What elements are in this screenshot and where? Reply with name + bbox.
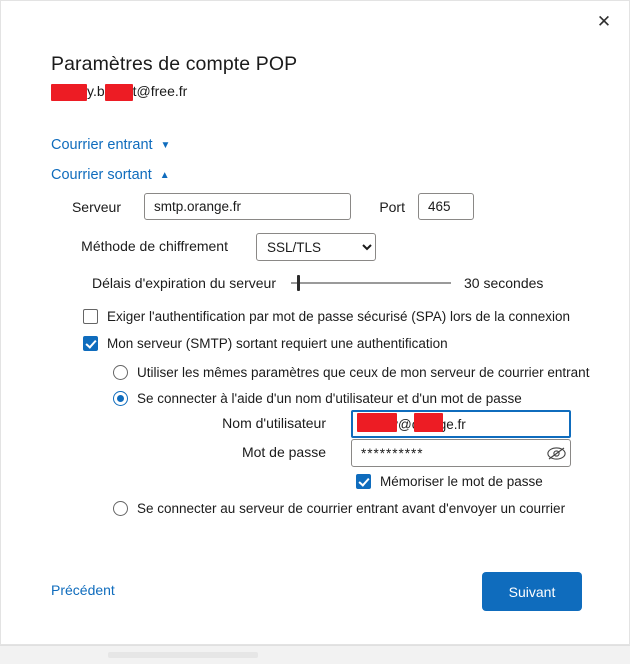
next-button[interactable]: Suivant xyxy=(482,572,582,611)
window-bottom-strip xyxy=(0,645,630,664)
server-timeout-label: Délais d'expiration du serveur xyxy=(92,275,276,291)
spa-label: Exiger l'authentification par mot de passe sécurisé (SPA) lors de la connexion xyxy=(107,309,571,324)
account-email xyxy=(51,83,187,101)
server-timeout-slider-thumb[interactable] xyxy=(297,275,300,291)
spa-checkbox[interactable] xyxy=(83,309,98,324)
back-link[interactable]: Précédent xyxy=(51,582,115,598)
smtp-auth-label: Mon serveur (SMTP) sortant requiert une authentification xyxy=(107,336,448,351)
port-label: Port xyxy=(379,199,405,215)
server-timeout-value: 30 secondes xyxy=(464,275,544,291)
redaction-block xyxy=(105,84,133,101)
username-label: Nom d'utilisateur xyxy=(222,415,326,431)
account-email-part1: y.b xyxy=(87,83,105,99)
remember-password-label: Mémoriser le mot de passe xyxy=(380,474,543,489)
encryption-method-label: Méthode de chiffrement xyxy=(81,238,228,254)
password-input[interactable] xyxy=(351,439,571,467)
bottom-placeholder xyxy=(108,652,258,658)
username-input[interactable] xyxy=(351,410,571,438)
radio-credentials-label: Se connecter à l'aide d'un nom d'utilisateur et d'un mot de passe xyxy=(137,391,522,406)
radio-credentials[interactable] xyxy=(113,391,128,406)
server-label: Serveur xyxy=(71,199,121,215)
account-email-part2: t@free.fr xyxy=(132,83,188,99)
chevron-up-icon: ▲ xyxy=(159,170,170,181)
encryption-method-select[interactable] xyxy=(256,233,376,261)
radio-pop-before-smtp-row[interactable] xyxy=(113,500,565,517)
section-incoming-label: Courrier entrant xyxy=(51,137,153,153)
radio-pop-before-smtp-label: Se connecter au serveur de courrier entrant avant d'envoyer un courrier xyxy=(137,501,566,516)
smtp-auth-checkbox-row[interactable] xyxy=(83,335,448,352)
chevron-down-icon: ▼ xyxy=(160,140,171,151)
remember-password-checkbox[interactable] xyxy=(356,474,371,489)
password-label: Mot de passe xyxy=(241,444,326,460)
spa-checkbox-row[interactable] xyxy=(83,308,570,325)
close-icon[interactable]: ✕ xyxy=(596,12,612,31)
page-title: Paramètres de compte POP xyxy=(51,53,298,75)
section-header-outgoing[interactable] xyxy=(51,167,170,183)
radio-same-settings-row[interactable] xyxy=(113,364,589,381)
section-outgoing-label: Courrier sortant xyxy=(51,167,152,183)
radio-same-settings[interactable] xyxy=(113,365,128,380)
radio-pop-before-smtp[interactable] xyxy=(113,501,128,516)
section-header-incoming[interactable] xyxy=(51,137,170,153)
smtp-auth-checkbox[interactable] xyxy=(83,336,98,351)
radio-credentials-row[interactable] xyxy=(113,390,522,407)
encryption-method-select-wrap[interactable] xyxy=(256,233,376,261)
redaction-block xyxy=(51,84,87,101)
eye-icon[interactable] xyxy=(546,444,566,462)
server-input[interactable] xyxy=(144,193,351,220)
radio-same-settings-label: Utiliser les mêmes paramètres que ceux de mon serveur de courrier entrant xyxy=(137,365,590,380)
remember-password-row[interactable] xyxy=(356,473,543,490)
server-timeout-slider-track[interactable] xyxy=(291,282,451,284)
port-input[interactable] xyxy=(418,193,474,220)
